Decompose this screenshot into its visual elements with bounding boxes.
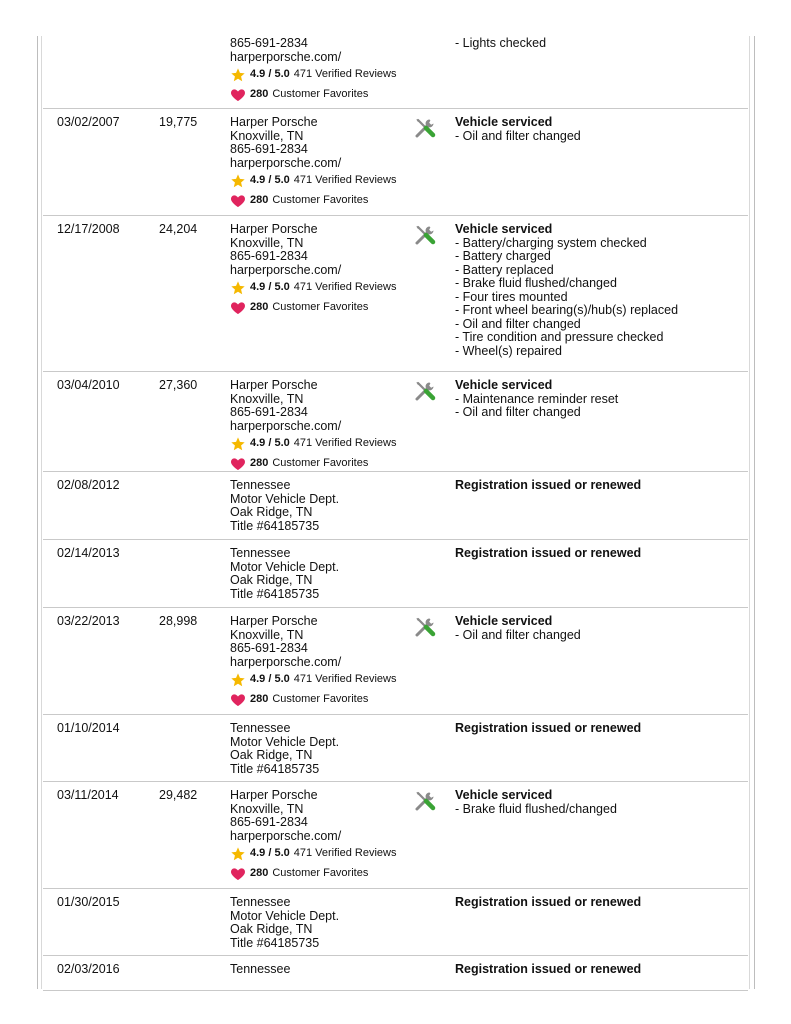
detail-item: - Tire condition and pressure checked	[455, 330, 664, 344]
favorites-label: Customer Favorites	[272, 867, 369, 880]
tools-icon	[413, 379, 437, 403]
heart-icon	[230, 193, 246, 209]
date-cell: 01/30/2015	[57, 895, 120, 909]
details-cell	[455, 379, 618, 420]
date-cell: 01/10/2014	[57, 721, 120, 735]
table-row	[43, 372, 748, 472]
source-line: 865-691-2834	[230, 249, 308, 263]
source-cell	[230, 789, 397, 883]
details-cell	[455, 896, 641, 910]
source-line: harperporsche.com/	[230, 155, 342, 170]
star-icon	[230, 436, 246, 452]
source-line: Harper Porsche	[230, 222, 318, 236]
heart-icon	[230, 456, 246, 472]
source-line: Title #64185735	[230, 935, 320, 950]
review-count: 471 Verified Reviews	[293, 281, 397, 294]
vehicle-history-records	[43, 36, 748, 991]
source-line: Knoxville, TN	[230, 391, 304, 406]
source-line: Tennessee	[230, 895, 291, 909]
table-row	[43, 608, 748, 715]
tools-icon	[413, 116, 437, 140]
details-cell	[455, 479, 641, 493]
source-line: Harper Porsche	[230, 115, 318, 129]
date-cell: 03/11/2014	[57, 788, 119, 802]
rating-value: 4.9 / 5.0	[250, 174, 290, 187]
source-line: Title #64185735	[230, 761, 320, 776]
heart-icon	[230, 692, 246, 708]
source-line: harperporsche.com/	[230, 654, 342, 669]
source-line: harperporsche.com/	[230, 418, 342, 433]
favorites-line	[230, 86, 397, 104]
source-line: Motor Vehicle Dept.	[230, 559, 340, 574]
detail-title: Vehicle serviced	[455, 115, 553, 129]
detail-title: Registration issued or renewed	[455, 895, 642, 909]
mileage-cell: 24,204	[159, 222, 198, 236]
tools-icon	[413, 223, 437, 247]
favorites-count: 280	[250, 867, 269, 880]
heart-icon	[230, 300, 246, 316]
favorites-count: 280	[250, 693, 269, 706]
detail-item: - Front wheel bearing(s)/hub(s) replaced	[455, 303, 679, 317]
table-row	[43, 715, 748, 782]
date-cell: 02/03/2016	[57, 962, 120, 976]
source-line: Oak Ridge, TN	[230, 748, 313, 762]
detail-title: Vehicle serviced	[455, 788, 553, 802]
favorites-label: Customer Favorites	[272, 301, 369, 314]
tools-icon	[413, 615, 437, 639]
table-row-partial	[43, 36, 748, 109]
rating-line	[230, 279, 397, 297]
rating-value: 4.9 / 5.0	[250, 673, 290, 686]
source-website: harperporsche.com/	[230, 49, 342, 64]
details-cell	[455, 789, 617, 816]
source-line: Harper Porsche	[230, 614, 318, 628]
favorites-count: 280	[250, 88, 269, 101]
favorites-count: 280	[250, 301, 269, 314]
star-icon	[230, 846, 246, 862]
mileage-cell: 19,775	[159, 115, 198, 129]
favorites-line	[230, 192, 397, 210]
date-cell: 03/04/2010	[57, 378, 120, 392]
source-cell	[230, 223, 397, 317]
source-line: 865-691-2834	[230, 142, 308, 156]
source-line: Oak Ridge, TN	[230, 505, 313, 519]
detail-title: Vehicle serviced	[455, 378, 553, 392]
source-line: Tennessee	[230, 721, 291, 735]
rating-line	[230, 66, 397, 84]
detail-item: - Battery charged	[455, 249, 551, 263]
table-row	[43, 216, 748, 372]
star-icon	[230, 173, 246, 189]
mileage-cell: 29,482	[159, 788, 198, 802]
source-cell	[230, 547, 339, 601]
details-cell	[455, 37, 546, 51]
detail-item: - Wheel(s) repaired	[455, 343, 562, 358]
star-icon	[230, 672, 246, 688]
source-cell	[230, 963, 290, 977]
review-count: 471 Verified Reviews	[293, 847, 397, 860]
review-count: 471 Verified Reviews	[293, 437, 397, 450]
detail-item: - Oil and filter changed	[455, 316, 581, 331]
source-line: Tennessee	[230, 478, 291, 492]
source-line: Knoxville, TN	[230, 128, 304, 143]
source-line: Harper Porsche	[230, 378, 318, 392]
favorites-line	[230, 865, 397, 883]
date-cell: 02/08/2012	[57, 478, 120, 492]
detail-item: - Oil and filter changed	[455, 627, 581, 642]
detail-item: - Brake fluid flushed/changed	[455, 276, 617, 290]
rating-value: 4.9 / 5.0	[250, 281, 290, 294]
tools-icon	[413, 789, 437, 813]
detail-item: - Oil and filter changed	[455, 405, 581, 419]
detail-title: Registration issued or renewed	[455, 478, 642, 492]
source-line: 865-691-2834	[230, 641, 308, 655]
source-line: 865-691-2834	[230, 405, 308, 419]
rating-value: 4.9 / 5.0	[250, 847, 290, 860]
table-row	[43, 109, 748, 216]
rating-line	[230, 172, 397, 190]
detail-title: Registration issued or renewed	[455, 546, 642, 560]
details-cell	[455, 223, 678, 358]
details-cell	[455, 722, 641, 736]
source-line: Title #64185735	[230, 586, 320, 601]
source-line: Knoxville, TN	[230, 627, 304, 642]
date-cell: 02/14/2013	[57, 546, 120, 560]
source-line: Harper Porsche	[230, 788, 318, 802]
detail-item: - Brake fluid flushed/changed	[455, 801, 617, 816]
favorites-line	[230, 455, 397, 473]
rating-line	[230, 845, 397, 863]
source-line: harperporsche.com/	[230, 262, 342, 277]
source-line: Tennessee	[230, 962, 291, 976]
details-cell	[455, 615, 581, 642]
source-line: harperporsche.com/	[230, 828, 342, 843]
rating-value: 4.9 / 5.0	[250, 437, 290, 450]
date-cell: 12/17/2008	[57, 222, 120, 236]
rating-line	[230, 435, 397, 453]
rating-value: 4.9 / 5.0	[250, 68, 290, 81]
review-count: 471 Verified Reviews	[293, 673, 397, 686]
source-line: Motor Vehicle Dept.	[230, 908, 340, 923]
favorites-line	[230, 299, 397, 317]
date-cell: 03/02/2007	[57, 115, 120, 129]
source-cell	[230, 615, 397, 709]
table-row	[43, 956, 748, 991]
detail-item: - Battery/charging system checked	[455, 235, 647, 250]
detail-item: - Lights checked	[455, 36, 547, 50]
details-cell	[455, 547, 641, 561]
detail-title: Registration issued or renewed	[455, 962, 642, 976]
detail-item: - Maintenance reminder reset	[455, 391, 619, 406]
detail-title: Registration issued or renewed	[455, 721, 642, 735]
favorites-label: Customer Favorites	[272, 457, 369, 470]
source-cell	[230, 479, 339, 533]
detail-item: - Battery replaced	[455, 262, 554, 277]
details-cell	[455, 116, 581, 143]
star-icon	[230, 280, 246, 296]
star-icon	[230, 67, 246, 83]
source-cell	[230, 37, 397, 104]
favorites-label: Customer Favorites	[272, 88, 369, 101]
heart-icon	[230, 87, 246, 103]
source-cell	[230, 379, 397, 473]
table-row	[43, 472, 748, 540]
detail-title: Vehicle serviced	[455, 222, 553, 236]
favorites-count: 280	[250, 194, 269, 207]
source-cell	[230, 116, 397, 210]
favorites-line	[230, 691, 397, 709]
table-row	[43, 782, 748, 889]
date-cell: 03/22/2013	[57, 614, 120, 628]
source-line: Motor Vehicle Dept.	[230, 734, 340, 749]
source-line: Oak Ridge, TN	[230, 922, 313, 936]
mileage-cell: 27,360	[159, 378, 198, 392]
table-row	[43, 889, 748, 956]
detail-item: - Four tires mounted	[455, 289, 568, 304]
source-line: Tennessee	[230, 546, 291, 560]
source-cell	[230, 722, 339, 776]
source-line: Oak Ridge, TN	[230, 573, 313, 587]
favorites-count: 280	[250, 457, 269, 470]
source-line: 865-691-2834	[230, 815, 308, 829]
source-line: Knoxville, TN	[230, 235, 304, 250]
source-line: Knoxville, TN	[230, 801, 304, 816]
heart-icon	[230, 866, 246, 882]
favorites-label: Customer Favorites	[272, 194, 369, 207]
mileage-cell: 28,998	[159, 614, 198, 628]
detail-item: - Oil and filter changed	[455, 128, 581, 143]
source-line: Motor Vehicle Dept.	[230, 491, 340, 506]
detail-title: Vehicle serviced	[455, 614, 553, 628]
source-cell	[230, 896, 339, 950]
rating-line	[230, 671, 397, 689]
review-count: 471 Verified Reviews	[293, 68, 397, 81]
table-row	[43, 540, 748, 608]
review-count: 471 Verified Reviews	[293, 174, 397, 187]
source-line: Title #64185735	[230, 518, 320, 533]
source-phone: 865-691-2834	[230, 36, 308, 50]
favorites-label: Customer Favorites	[272, 693, 369, 706]
details-cell	[455, 963, 641, 977]
